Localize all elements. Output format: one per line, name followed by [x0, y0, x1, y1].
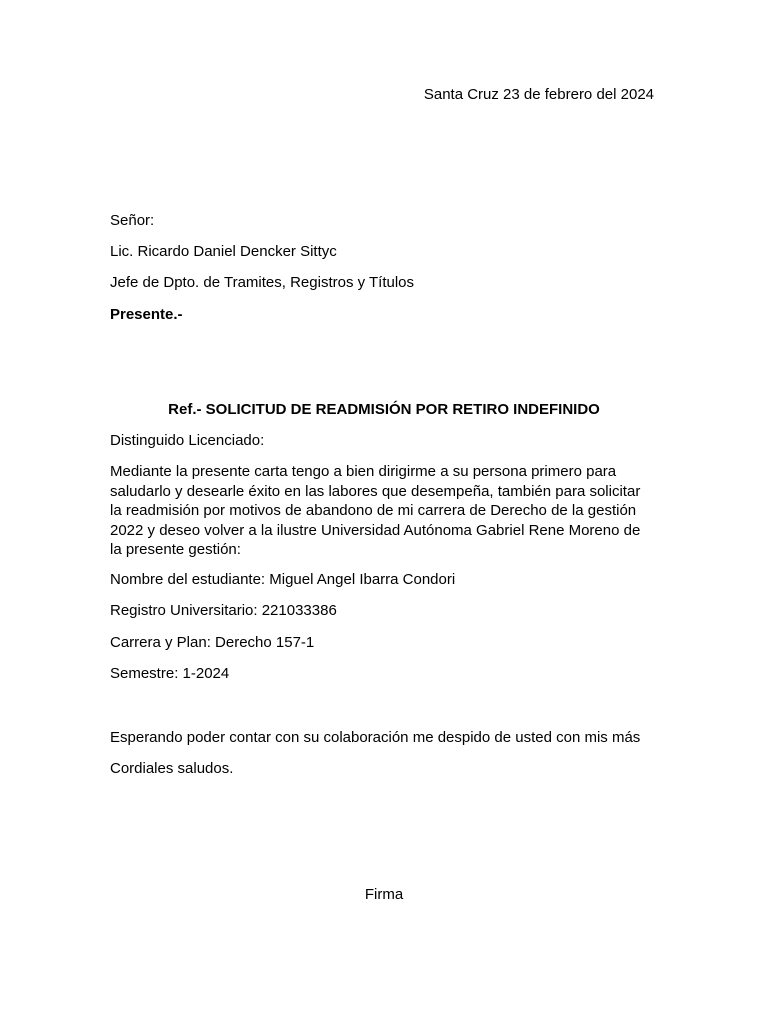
signature-label: Firma [364, 886, 404, 903]
body-line: Mediante la presente carta tengo a bien dirigirme a su persona primero para [110, 463, 617, 480]
salutation: Señor: [110, 212, 155, 229]
career-plan: Carrera y Plan: Derecho 157-1 [110, 634, 315, 651]
university-registry: Registro Universitario: 221033386 [110, 602, 337, 619]
body-paragraph [110, 462, 670, 560]
body-line: saludarlo y desearle éxito en las labores que desempeña, también para solicitar [110, 482, 641, 500]
student-name: Nombre del estudiante: Miguel Angel Ibarra Condori [110, 571, 456, 588]
letter-date: Santa Cruz 23 de febrero del 2024 [423, 86, 654, 103]
recipient-title: Jefe de Dpto. de Tramites, Registros y Títulos [110, 274, 415, 291]
reference-line: Ref.- SOLICITUD DE READMISIÓN POR RETIRO INDEFINIDO [168, 401, 600, 418]
semester: Semestre: 1-2024 [110, 665, 230, 682]
greeting: Distinguido Licenciado: [110, 432, 265, 449]
regards-line: Cordiales saludos. [110, 760, 234, 777]
presente-label: Presente.- [110, 306, 183, 323]
closing-line: Esperando poder contar con su colaboración me despido de usted con mis más [110, 729, 641, 746]
body-line: la presente gestión: [110, 541, 241, 558]
recipient-name: Lic. Ricardo Daniel Dencker Sittyc [110, 243, 337, 260]
body-line: 2022 y deseo volver a la ilustre Universidad Autónoma Gabriel Rene Moreno de [110, 521, 641, 539]
body-line: la readmisión por motivos de abandono de mi carrera de Derecho de la gestión [110, 502, 637, 519]
